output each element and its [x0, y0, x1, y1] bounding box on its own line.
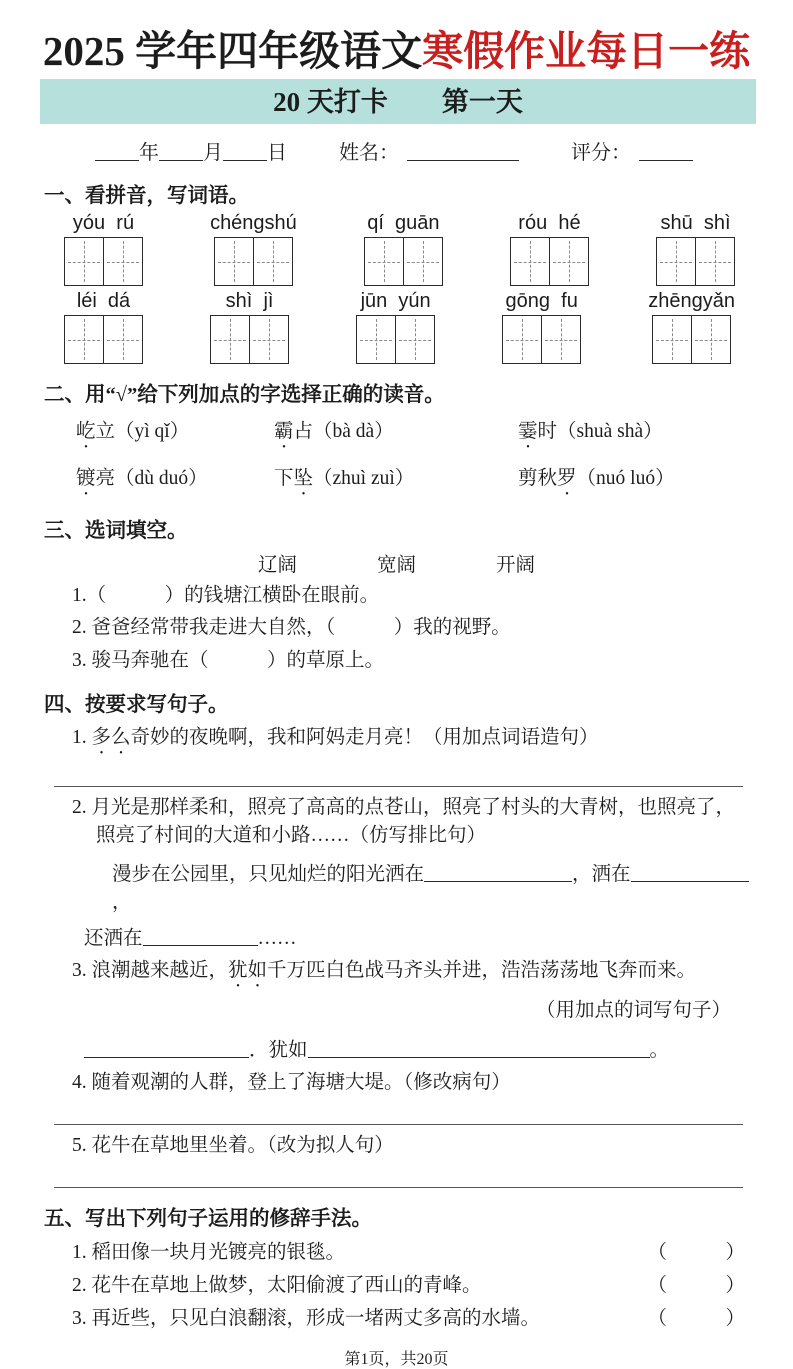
- sentence-q3: 3. 浪潮越来越近，犹如千万匹白色战马齐头并进，浩浩荡荡地飞奔而来。: [72, 960, 697, 982]
- writing-box-pair[interactable]: [502, 315, 581, 364]
- sentence-q2: 2. 月光是那样柔和，照亮了高高的点苍山，照亮了村头的大青树，也照亮了，照亮了村间的大道和小路……（仿写排比句）: [72, 797, 736, 846]
- pinyin-label: jūn yún: [360, 290, 431, 313]
- word-bank-item: 开阔: [496, 555, 536, 577]
- rhetoric-answer-paren[interactable]: （ ）: [647, 1307, 745, 1329]
- pinyin-group: [210, 290, 289, 364]
- q2-fill-line2: 还洒在 ……: [84, 922, 749, 950]
- q2-blank-1[interactable]: [424, 862, 572, 883]
- writing-box-pair[interactable]: [64, 315, 143, 364]
- rhetoric-item: [72, 1269, 745, 1297]
- pinyin-group: [648, 290, 735, 364]
- section5-heading: 五、写出下列句子运用的修辞手法。: [44, 1207, 372, 1230]
- name-label: 姓名：: [339, 142, 399, 165]
- q2-blank-2[interactable]: [631, 862, 749, 883]
- day-label: 日: [267, 142, 287, 165]
- month-label: 月: [203, 142, 223, 165]
- rhetoric-answer-paren[interactable]: （ ）: [647, 1274, 745, 1296]
- pinyin-row-1: [64, 212, 735, 286]
- sentence-q4: 4. 随着观潮的人群，登上了海塘大堤。（修改病句）: [72, 1072, 511, 1094]
- section1-heading: 一、看拼音，写词语。: [44, 185, 249, 208]
- pinyin-group: [210, 212, 297, 286]
- pronunciation-item[interactable]: 镀亮（dù duó）: [76, 468, 208, 490]
- pronunciation-item[interactable]: 下坠（zhuì zuì）: [274, 468, 415, 490]
- rhetoric-sentence: 3. 再近些，只见白浪翻滚，形成一堵两丈多高的水墙。: [72, 1307, 541, 1329]
- pinyin-group: [64, 212, 143, 286]
- pinyin-group: [656, 212, 735, 286]
- year-blank[interactable]: [95, 140, 139, 161]
- word-bank-item: 宽阔: [376, 555, 416, 577]
- answer-line-q1[interactable]: [54, 775, 743, 787]
- name-blank[interactable]: [407, 140, 519, 161]
- fill-blank-item[interactable]: 3. 骏马奔驰在（ ）的草原上。: [72, 649, 385, 671]
- day-blank[interactable]: [223, 140, 267, 161]
- word-bank: [0, 549, 793, 577]
- writing-box-pair[interactable]: [356, 315, 435, 364]
- rhetoric-item: [72, 1236, 745, 1264]
- q3-blank-1[interactable]: [84, 1038, 249, 1059]
- answer-line-q5[interactable]: [54, 1176, 743, 1188]
- pinyin-group: [364, 212, 443, 286]
- rhetoric-item: [72, 1302, 745, 1330]
- q2-fill-line1: 漫步在公园里，只见灿烂的阳光洒在 ，洒在，: [112, 858, 749, 914]
- rhetoric-sentence: 1. 稻田像一块月光镀亮的银毯。: [72, 1241, 346, 1263]
- page-number: 第1页，共20页: [344, 1350, 449, 1368]
- pinyin-label: chéngshú: [210, 212, 297, 235]
- score-label: 评分：: [571, 142, 631, 165]
- rhetoric-answer-paren[interactable]: （ ）: [647, 1241, 745, 1263]
- writing-box-pair[interactable]: [210, 315, 289, 364]
- q3-fill-line: ．犹如 。: [84, 1034, 749, 1062]
- section3-heading: 三、选词填空。: [44, 520, 188, 543]
- writing-box-pair[interactable]: [64, 237, 143, 286]
- pinyin-row-2: [64, 290, 735, 364]
- writing-box-pair[interactable]: [656, 237, 735, 286]
- pinyin-label: léi dá: [76, 290, 131, 313]
- pinyin-group: [356, 290, 435, 364]
- writing-box-pair[interactable]: [510, 237, 589, 286]
- page-title: [0, 0, 793, 75]
- pinyin-label: qí guān: [367, 212, 440, 235]
- pronunciation-grid: [76, 415, 753, 500]
- section4-heading: 四、按要求写句子。: [44, 694, 229, 717]
- sentence-q1: 1. 多么奇妙的夜晚啊，我和阿妈走月亮！（用加点词语造句）: [72, 727, 599, 749]
- year-label: 年: [139, 142, 159, 165]
- day-banner: 20 天打卡 第一天: [40, 79, 756, 124]
- fill-blank-item[interactable]: 2. 爸爸经常带我走进大自然，（ ）我的视野。: [72, 617, 511, 639]
- month-blank[interactable]: [159, 140, 203, 161]
- q3-instruction: （用加点的词写句子）: [535, 1000, 731, 1022]
- pronunciation-item[interactable]: 剪秋罗（nuó luó）: [518, 468, 675, 490]
- page-title-black: 2025 学年四年级语文: [42, 28, 423, 74]
- pinyin-group: [502, 290, 581, 364]
- pinyin-label: shū shì: [660, 212, 731, 235]
- pinyin-group: [510, 212, 589, 286]
- pronunciation-item[interactable]: 霎时（shuà shà）: [518, 421, 663, 443]
- pinyin-label: yóu rú: [72, 212, 135, 235]
- writing-box-pair[interactable]: [214, 237, 293, 286]
- rhetoric-sentence: 2. 花牛在草地上做梦，太阳偷渡了西山的青峰。: [72, 1274, 482, 1296]
- score-blank[interactable]: [639, 140, 693, 161]
- pronunciation-item[interactable]: 屹立（yì qǐ）: [76, 421, 190, 443]
- q3-blank-2[interactable]: [308, 1038, 650, 1059]
- pinyin-group: [64, 290, 143, 364]
- answer-line-q4[interactable]: [54, 1113, 743, 1125]
- pinyin-label: gōng fu: [505, 290, 578, 313]
- word-bank-item: 辽阔: [257, 555, 297, 577]
- q2-blank-3[interactable]: [143, 926, 258, 947]
- pronunciation-item[interactable]: 霸占（bà dà）: [274, 421, 394, 443]
- page-title-red: 寒假作业每日一练: [422, 28, 751, 74]
- pinyin-label: shì jì: [225, 290, 274, 313]
- writing-box-pair[interactable]: [364, 237, 443, 286]
- pinyin-label: róu hé: [518, 212, 581, 235]
- sentence-q5: 5. 花牛在草地里坐着。（改为拟人句）: [72, 1135, 394, 1157]
- info-line: [95, 136, 793, 165]
- fill-blank-item[interactable]: 1.（ ）的钱塘江横卧在眼前。: [72, 585, 380, 607]
- writing-box-pair[interactable]: [652, 315, 731, 364]
- pinyin-label: zhēngyǎn: [648, 290, 735, 313]
- section2-heading: 二、用“√”给下列加点的字选择正确的读音。: [44, 384, 445, 407]
